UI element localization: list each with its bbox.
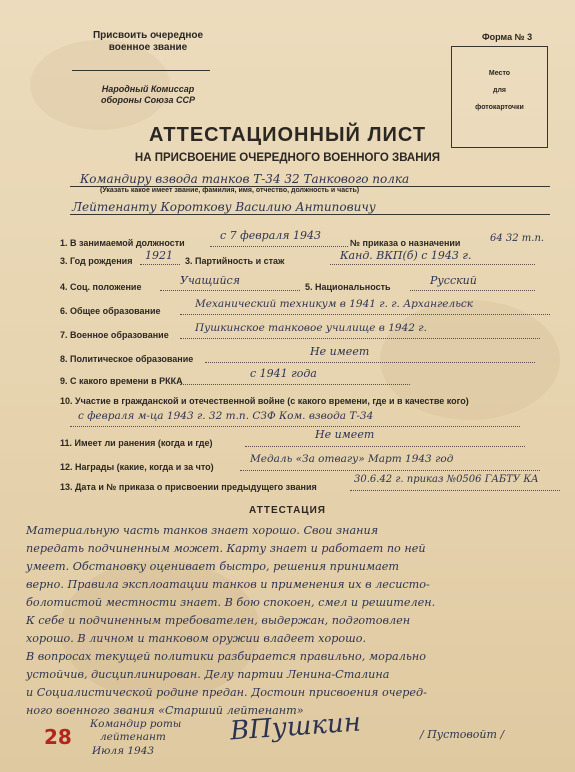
- field-position-value: с 7 февраля 1943: [220, 229, 322, 242]
- commander-name: / Пустовойт /: [420, 728, 505, 741]
- field-party-value: Канд. ВКП(б) с 1943 г.: [340, 249, 472, 262]
- document-subtitle: НА ПРИСВОЕНИЕ ОЧЕРЕДНОГО ВОЕННОГО ЗВАНИЯ: [134, 152, 441, 164]
- attestation-line: болотистой местности знает. В бою спокоен, смел и решителен.: [26, 596, 436, 609]
- field-party-label: 3. Партийность и стаж: [185, 256, 285, 266]
- field-line: [330, 264, 535, 265]
- field-previous-rank-label: 13. Дата и № приказа о присвоении предыдущего звания: [60, 482, 317, 492]
- form-number: Форма № 3: [482, 32, 533, 42]
- person-hint: (Указать какое имеет звание, фамилия, имя, отчество, должность и часть): [100, 187, 360, 194]
- field-education-label: 6. Общее образование: [60, 306, 161, 316]
- signature-date: Июля 1943: [92, 745, 155, 757]
- field-social-label: 4. Соц. положение: [60, 282, 142, 292]
- attestation-line: и Социалистической родине предан. Достоин присвоения очеред-: [26, 686, 427, 699]
- header-signature-line: [72, 70, 210, 71]
- commander-rank: лейтенант: [100, 731, 166, 743]
- field-line: [70, 426, 520, 427]
- field-social-value: Учащийся: [180, 274, 240, 287]
- document-title: АТТЕСТАЦИОННЫЙ ЛИСТ: [148, 124, 427, 146]
- field-line: [240, 470, 540, 471]
- field-nationality-label: 5. Национальность: [305, 282, 391, 292]
- field-military-education-label: 7. Военное образование: [60, 330, 169, 340]
- field-line: [160, 290, 300, 291]
- red-mark: 28: [44, 725, 72, 749]
- field-line: [180, 384, 410, 385]
- field-birth-label: 3. Год рождения: [60, 256, 133, 266]
- attestation-line: умеет. Обстановку оценивает быстро, решения принимает: [26, 560, 400, 573]
- field-political-value: Не имеет: [310, 345, 370, 358]
- field-political-label: 8. Политическое образование: [60, 354, 194, 364]
- person-name-line: [70, 214, 550, 215]
- promotion-header: Присвоить очередное военное звание: [92, 30, 204, 53]
- field-rkka-value: с 1941 года: [250, 367, 317, 380]
- person-rank-unit: Командиру взвода танков Т-34 32 Танкового полка: [80, 172, 410, 186]
- attestation-line: верно. Правила эксплоатации танков и применения их в лесисто-: [26, 578, 430, 591]
- attestation-line: К себе и подчиненным требователен, выдержан, подготовлен: [26, 614, 411, 627]
- attestation-line: хорошо. В личном и танковом оружии владеет хорошо.: [26, 632, 366, 645]
- attestation-line: Материальную часть танков знает хорошо. Свои знания: [26, 524, 379, 537]
- attestation-line: В вопросах текущей политики разбирается правильно, морально: [26, 650, 427, 663]
- field-order-value: 64 32 т.п.: [490, 233, 545, 244]
- field-line: [180, 338, 540, 339]
- field-line: [205, 362, 535, 363]
- field-rkka-label: 9. С какого времени в РККА: [60, 376, 183, 386]
- field-birth-value: 1921: [145, 249, 173, 262]
- commander-title: Командир роты: [90, 718, 182, 730]
- field-previous-rank-value: 30.6.42 г. приказ №0506 ГАБТУ КА: [354, 474, 539, 485]
- attestation-line: устойчив, дисциплинирован. Делу партии Ленина-Сталина: [26, 668, 390, 681]
- attestation-line: ного военного звания «Старший лейтенант»: [26, 704, 304, 717]
- attestation-text: [26, 522, 435, 720]
- field-wounds-label: 11. Имеет ли ранения (когда и где): [60, 438, 213, 448]
- attestation-line: передать подчиненным может. Карту знает и работает по ней: [26, 542, 426, 555]
- field-awards-label: 12. Награды (какие, когда и за что): [60, 462, 214, 472]
- field-war-value: с февраля м-ца 1943 г. 32 т.п. СЗФ Ком. взвода Т-34: [78, 410, 374, 422]
- field-military-education-value: Пушкинское танковое училище в 1942 г.: [195, 322, 427, 334]
- field-line: [180, 314, 550, 315]
- signature-scrawl: ВПушкин: [229, 707, 362, 747]
- field-order-label: № приказа о назначении: [350, 238, 461, 248]
- field-line: [410, 290, 535, 291]
- field-line: [210, 246, 348, 247]
- commissar-caption: Народный Комиссар обороны Союза ССР: [100, 84, 196, 105]
- attestation-heading: АТТЕСТАЦИЯ: [249, 505, 326, 516]
- field-education-value: Механический техникум в 1941 г. г. Архангельск: [195, 298, 474, 310]
- photo-box-label: Место для фотокарточки: [475, 70, 524, 111]
- field-position-label: 1. В занимаемой должности: [60, 238, 185, 248]
- field-awards-value: Медаль «За отвагу» Март 1943 год: [250, 453, 454, 465]
- field-line: [350, 490, 560, 491]
- person-name: Лейтенанту Короткову Василию Антиповичу: [72, 200, 376, 214]
- field-war-label: 10. Участие в гражданской и отечественной войне (с какого времени, где и в качестве кого): [60, 396, 469, 406]
- field-wounds-value: Не имеет: [315, 428, 375, 441]
- field-nationality-value: Русский: [430, 274, 477, 287]
- field-line: [140, 264, 180, 265]
- field-line: [245, 446, 525, 447]
